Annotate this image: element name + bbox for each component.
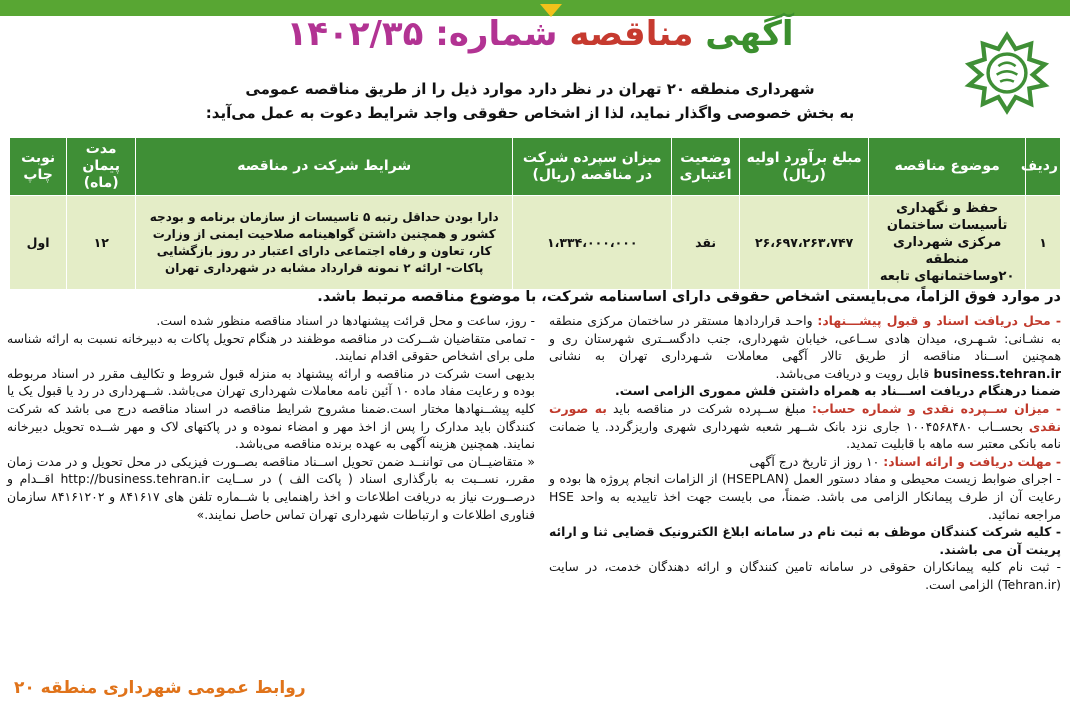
deposit-label: - میزان ســپرده نقدی و شماره حساب:	[811, 400, 1061, 416]
national-id-paragraph: - تمامی متقاضیان شــرکت در مناقصه موظفند در هنگام تحویل پاکات به دبیرخانه نسبت به ارائه شناسه ملی برای اشخاص حقوقی اقدام نمایند.	[7, 330, 535, 364]
documents-location-text: واحـد قراردادها مستقر در ساختمان مرکزی منطقه به نشـانی: شـهـری، میدان هادی ســاعی، خیابان شهرداری، جنب دادگســتری شهرستان ری و همچنین اســناد مناقصه از طریق تالار آگهی معاملات شـهرداری تهران به نشانی	[549, 313, 1061, 364]
deposit-cash-label: به صورت نقدی	[549, 400, 1061, 434]
header-subject: موضوع مناقصه	[869, 138, 1026, 196]
intro-line-2: به بخش خصوصی واگذار نماید، لذا از اشخاص حقوقی واجد شرایط دعوت به عمل می‌آید:	[205, 104, 855, 122]
documents-website-link[interactable]: business.tehran.ir	[929, 365, 1061, 381]
hse-paragraph: - اجرای ضوابط زیست محیطی و مفاد دستور العمل (HSEPLAN) از الزامات انجام پروژه ها بوده و رعایت آن از طرف پیمانکار الزامی می باشد. ضمناً، می بایست جهت اخذ تاییدیه به واحد HSE مراجعه نمائید.	[549, 471, 1062, 522]
deposit-text-1: مبلغ ســپرده شرکت در مناقصه باید	[612, 400, 812, 416]
table-row	[10, 196, 1061, 290]
documents-location-paragraph	[549, 312, 1061, 382]
table-header-row	[10, 138, 1061, 196]
opening-time-paragraph: - روز، ساعت و محل قرائت پیشنهادها در اسناد مناقصه منظور شده است.	[156, 313, 535, 328]
upload-paragraph: « متقاضیــان می تواننــد ضمن تحویل اســناد مناقصه بصــورت فیزیکی در محل تحویل و در مدت زمان مقرر، نســبت به بارگذاری اسناد ( پاکت الف ) در ســایت http://business.tehran.ir اقــدام و درصــورت نیاز به دریافت اطلاعات و اخذ راهنمایی با شــماره تلفن های ۸۴۱۶۱۷ و ۸۴۱۶۱۲۰۲ سازمان فناوری اطلاعات و ارتباطات شهرداری تهران تماس حاصل نمایند.»	[7, 453, 536, 522]
title-word-2: مناقصه	[569, 14, 694, 54]
documents-location-tail: قابل رویت و دریافت می‌باشد.	[775, 365, 930, 381]
header-credit-status: وضعیت اعتباری	[672, 138, 740, 196]
deposit-paragraph	[549, 400, 1061, 453]
documents-location-label: - محل دریافت اسناد و قبول پیشـــنهاد:	[817, 313, 1061, 328]
title-number: شماره: ۱۴۰۲/۳۵	[286, 14, 558, 54]
sana-registration-paragraph: - کلیه شرکت کنندگان موظف به ثبت نام در سامانه ابلاغ الکترونیک قضایی ثنا و ارائه پرینت آن می باشند.	[549, 524, 1061, 557]
header-row-number: ردیف	[1026, 138, 1061, 196]
deadline-paragraph	[549, 453, 1061, 471]
header-estimate: مبلغ برآورد اولیه (ریال)	[740, 138, 869, 196]
deposit-text-2: بحســاب ۱۰۰۴۵۶۸۴۸۰ جاری نزد بانک شــهر شعبه شهرداری شهری واریزگردد. یا ضمانت نامه بانکی معتبر سه ماهه با قابلیت تمدید.	[549, 418, 1061, 452]
header-print-turn: نوبت چاپ	[10, 138, 67, 196]
title-word-1: آگهی	[705, 14, 794, 54]
deadline-text: ۱۰ روز از تاریخ درج آگهی	[749, 453, 884, 469]
conditions-paragraph: بدیهی است شرکت در مناقصه و ارائه پیشنهاد به منزله قبول شروط و تکالیف مقرر در اسناد مربوطه بوده و رعایت مفاد ماده ۱۰ آئین نامه معاملات شهرداری تهران می‌باشد. شــهرداری در رد یا قبول یک یا کلیه پیشــنهادها مختار است.ضمنا مشروح شرایط مناقصه در اسناد مناقصه درج می باشد که شرکت کنندگان باید مدارک را پس از اخذ مهر و امضاء نموده و در پاکتهای لاک و مهر شــده تحویل دبیرخانه نمایند. همچنین هزینه آگهی به عهده برنده مناقصه می‌باشد.	[7, 365, 535, 452]
tehran-municipality-logo-icon	[964, 30, 1050, 116]
cell-estimate: ۲۶،۶۹۷،۲۶۳،۷۴۷	[740, 196, 869, 290]
right-column	[549, 312, 1061, 594]
intro-text: در نظر دارد موارد ذیل را از طریق مناقصه عمومی	[245, 80, 619, 98]
cell-row-number: ۱	[1026, 196, 1061, 290]
left-column	[7, 312, 535, 523]
supplier-registration-paragraph: - ثبت نام کلیه پیمانکاران حقوقی در سامانه تامین کنندگان و ارائه دهندگان خدمت، در سایت (Tehran.ir) الزامی است.	[549, 559, 1061, 592]
cell-credit-status: نقد	[672, 196, 740, 290]
public-relations-signature: روابط عمومی شهرداری منطقه ۲۰	[14, 678, 306, 698]
intro-organization: شهرداری منطقه ۲۰ تهران	[618, 80, 815, 98]
ad-title	[170, 14, 910, 54]
cell-conditions: دارا بودن حداقل رتبه ۵ تاسیسات از سازمان برنامه و بودجه کشور و همچنین داشتن گواهینامه صلاحیت ایمنی از وزارت کار، تعاون و رفاه اجتماعی دارای اعتبار در روز بازگشایی پاکات- ارائه ۲ نمونه قرارداد مشابه در شهرداری تهران	[136, 196, 513, 290]
requirement-note: در موارد فوق الزاماً، می‌بایستی اشخاص حقوقی دارای اساسنامه شرکت، با موضوع مناقصه مرتبط باشد.	[317, 289, 1061, 305]
intro-line-1	[120, 80, 940, 98]
cell-subject: حفظ و نگهداری تأسیسات ساختمان مرکزی شهرداری منطقه ۲۰وساختمانهای تابعه	[869, 196, 1026, 290]
flash-memory-note: ضمنا درهنگام دریافت اســـناد به همراه داشتن فلش مموری الزامی است.	[614, 383, 1061, 399]
header-deposit: میزان سپرده شرکت در مناقصه (ریال)	[513, 138, 672, 196]
deadline-label: - مهلت دریافت و ارائه اسناد:	[883, 453, 1061, 469]
cell-duration: ۱۲	[67, 196, 136, 290]
tender-table	[9, 137, 1061, 290]
header-duration: مدت پیمان (ماه)	[67, 138, 136, 196]
header-conditions: شرایط شرکت در مناقصه	[136, 138, 513, 196]
cell-print-turn: اول	[10, 196, 67, 290]
cell-deposit: ۱،۳۳۴،۰۰۰،۰۰۰	[513, 196, 672, 290]
